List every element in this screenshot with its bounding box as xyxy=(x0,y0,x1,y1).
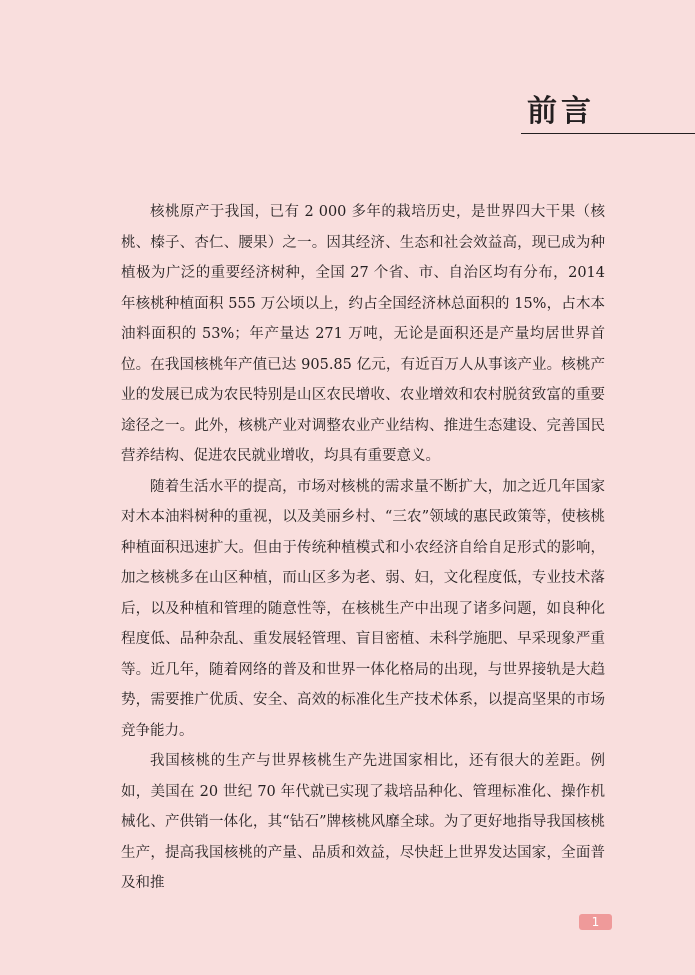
page-number: 1 xyxy=(579,914,612,930)
title-underline xyxy=(521,133,695,134)
page-title: 前言 xyxy=(527,94,595,129)
paragraph: 核桃原产于我国，已有 2 000 多年的栽培历史，是世界四大干果（核桃、榛子、杏仁、腰果）之一。因其经济、生态和社会效益高，现已成为种植极为广泛的重要经济树种，全国 27 个省、市、自治区均有分布，2014 年核桃种植面积 555 万公顷以上，约占全国经济林总面积的 15%，占木本油料面积的 53%；年产量达 271 万吨，无论是面积还是产量均居世界首位。在我国核桃年产值已达 905.85 亿元，有近百万人从事该产业。核桃产业的发展已成为农民特别是山区农民增收、农业增效和农村脱贫致富的重要途径之一。此外，核桃产业对调整农业产业结构、推进生态建设、完善国民营养结构、促进农民就业增收，均具有重要意义。 xyxy=(121,204,605,464)
paragraph: 随着生活水平的提高，市场对核桃的需求量不断扩大，加之近几年国家对木本油料树种的重视，以及美丽乡村、“三农”领域的惠民政策等，使核桃种植面积迅速扩大。但由于传统种植模式和小农经济自给自足形式的影响，加之核桃多在山区种植，而山区多为老、弱、妇，文化程度低，专业技术落后，以及种植和管理的随意性等，在核桃生产中出现了诸多问题，如良种化程度低、品种杂乱、重发展轻管理、盲目密植、未科学施肥、早采现象严重等。近几年，随着网络的普及和世界一体化格局的出现，与世界接轨是大趋势，需要推广优质、安全、高效的标准化生产技术体系，以提高坚果的市场竞争能力。 xyxy=(121,478,605,739)
body-text xyxy=(121,197,605,899)
paragraph: 我国核桃的生产与世界核桃生产先进国家相比，还有很大的差距。例如，美国在 20 世纪 70 年代就已实现了栽培品种化、管理标准化、操作机械化、产供销一体化，其“钻石”牌核桃风靡全球。为了更好地指导我国核桃生产，提高我国核桃的产量、品质和效益，尽快赶上世界发达国家，全面普及和推 xyxy=(121,753,605,891)
